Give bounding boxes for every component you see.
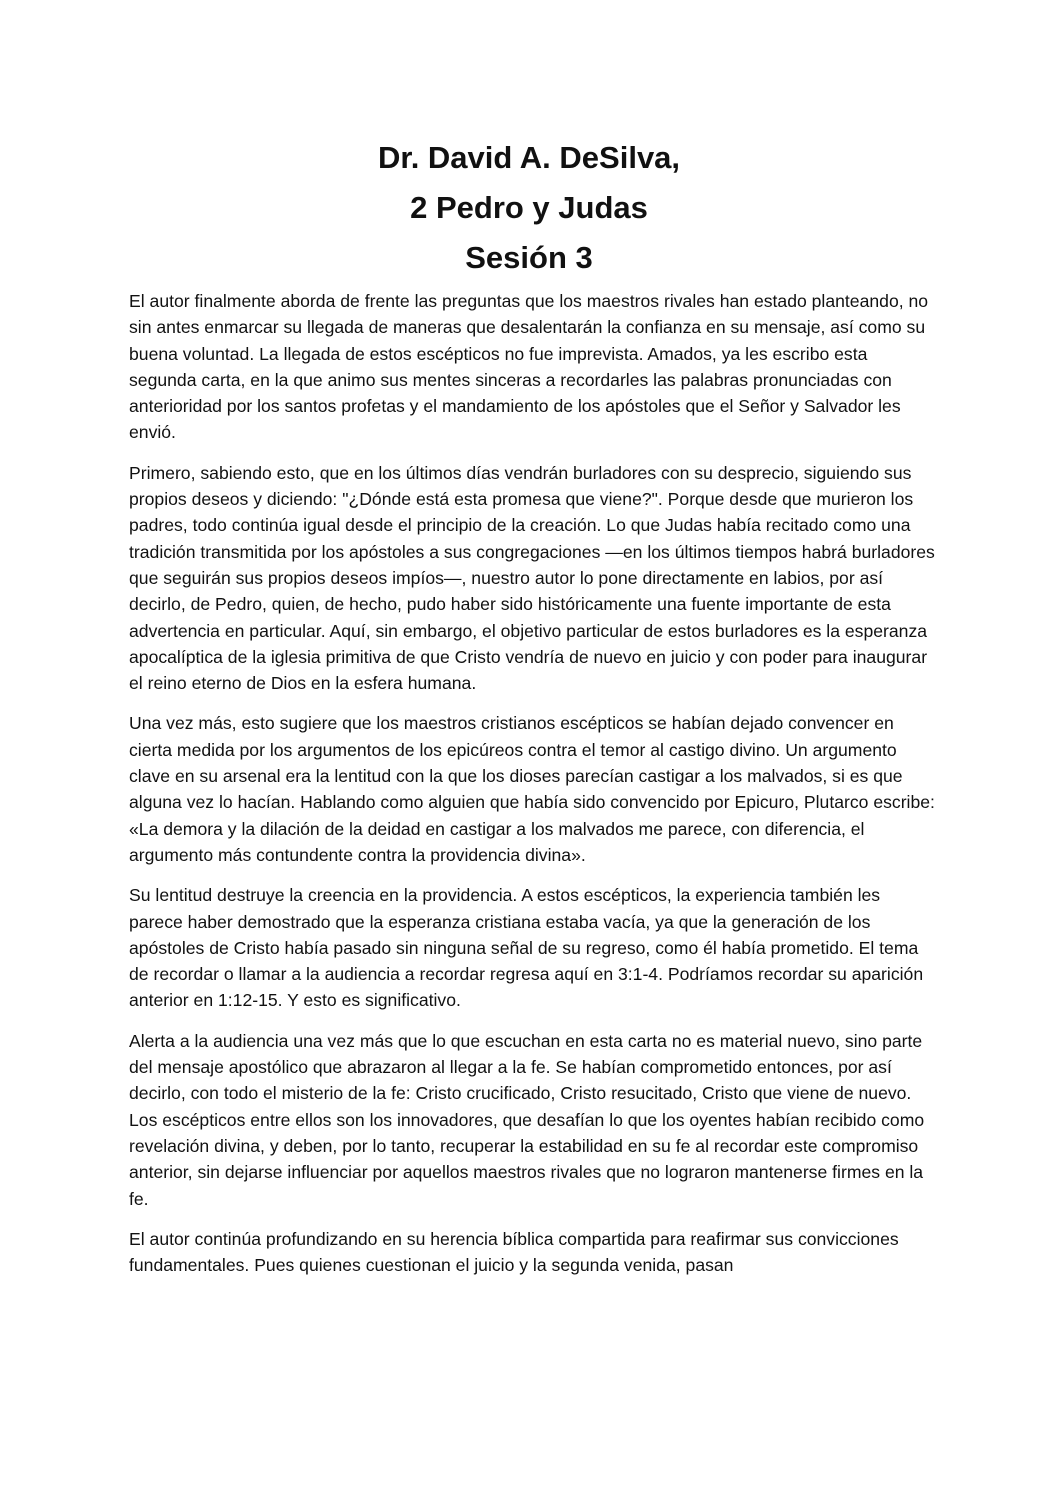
paragraph-4: Su lentitud destruye la creencia en la providencia. A estos escépticos, la experiencia también les parece haber demostrado que la esperanza cristiana estaba vacía, ya que la generación de los apóstoles de Cristo había pasado sin ninguna señal de su regreso, como él había prometido. El tema de recordar o llamar a la audiencia a recordar regresa aquí en 3:1-4. Podríamos recordar su aparición anterior en 1:12-15. Y esto es significativo.	[129, 885, 924, 1011]
paragraph-5: Alerta a la audiencia una vez más que lo que escuchan en esta carta no es material nuevo, sino parte del mensaje apostólico que abrazaron al llegar a la fe. Se habían comprometido entonces, por así decirlo, con todo el misterio de la fe: Cristo crucificado, Cristo resucitado, Cristo que viene de nuevo. Los escépticos entre ellos son los innovadores, que desafían lo que los oyentes habían recibido como revelación divina, y deben, por lo tanto, recuperar la estabilidad en su fe al recordar este compromiso anterior, sin dejarse influenciar por aquellos maestros rivales que no lograron mantenerse firmes en la fe.	[129, 1030, 925, 1209]
title-session: Sesión 3	[465, 240, 593, 275]
paragraph-1: El autor finalmente aborda de frente las preguntas que los maestros rivales han estado planteando, no sin antes enmarcar su llegada de maneras que desalentarán la confianza en su mensaje, así como su buena voluntad. La llegada de estos escépticos no fue imprevista. Amados, ya les escribo esta segunda carta, en la que animo sus mentes sinceras a recordarles las palabras pronunciadas con anterioridad por los santos profetas y el mandamiento de los apóstoles que el Señor y Salvador les envió.	[129, 291, 929, 443]
title-book: 2 Pedro y Judas	[410, 190, 648, 225]
paragraph-6: El autor continúa profundizando en su herencia bíblica compartida para reafirmar sus convicciones fundamentales. Pues quienes cuestionan el juicio y la segunda venida, pasan	[129, 1228, 899, 1276]
title-author: Dr. David A. DeSilva,	[377, 140, 681, 175]
document-title	[0, 133, 1058, 283]
paragraph-2: Primero, sabiendo esto, que en los últimos días vendrán burladores con su desprecio, siguiendo sus propios deseos y diciendo: "¿Dónde está esta promesa que viene?". Porque desde que murieron los padres, todo continúa igual desde el principio de la creación. Lo que Judas había recitado como una tradición transmitida por los apóstoles a sus congregaciones —en los últimos tiempos habrá burladores que seguirán sus propios deseos impíos—, nuestro autor lo pone directamente en labios, por así decirlo, de Pedro, quien, de hecho, pudo haber sido históricamente una fuente importante de esta advertencia en particular. Aquí, sin embargo, el objetivo particular de estos burladores es la esperanza apocalíptica de la iglesia primitiva de que Cristo vendría de nuevo en juicio y con poder para inaugurar el reino eterno de Dios en la esfera humana.	[129, 462, 935, 694]
document-body	[129, 288, 935, 1292]
paragraph-3: Una vez más, esto sugiere que los maestros cristianos escépticos se habían dejado convencer en cierta medida por los argumentos de los epicúreos contra el temor al castigo divino. Un argumento clave en su arsenal era la lentitud con la que los dioses parecían castigar a los malvados, si es que alguna vez lo hacían. Hablando como alguien que había sido convencido por Epicuro, Plutarco escribe: «La demora y la dilación de la deidad en castigar a los malvados me parece, con diferencia, el argumento más contundente contra la providencia divina».	[129, 713, 935, 865]
